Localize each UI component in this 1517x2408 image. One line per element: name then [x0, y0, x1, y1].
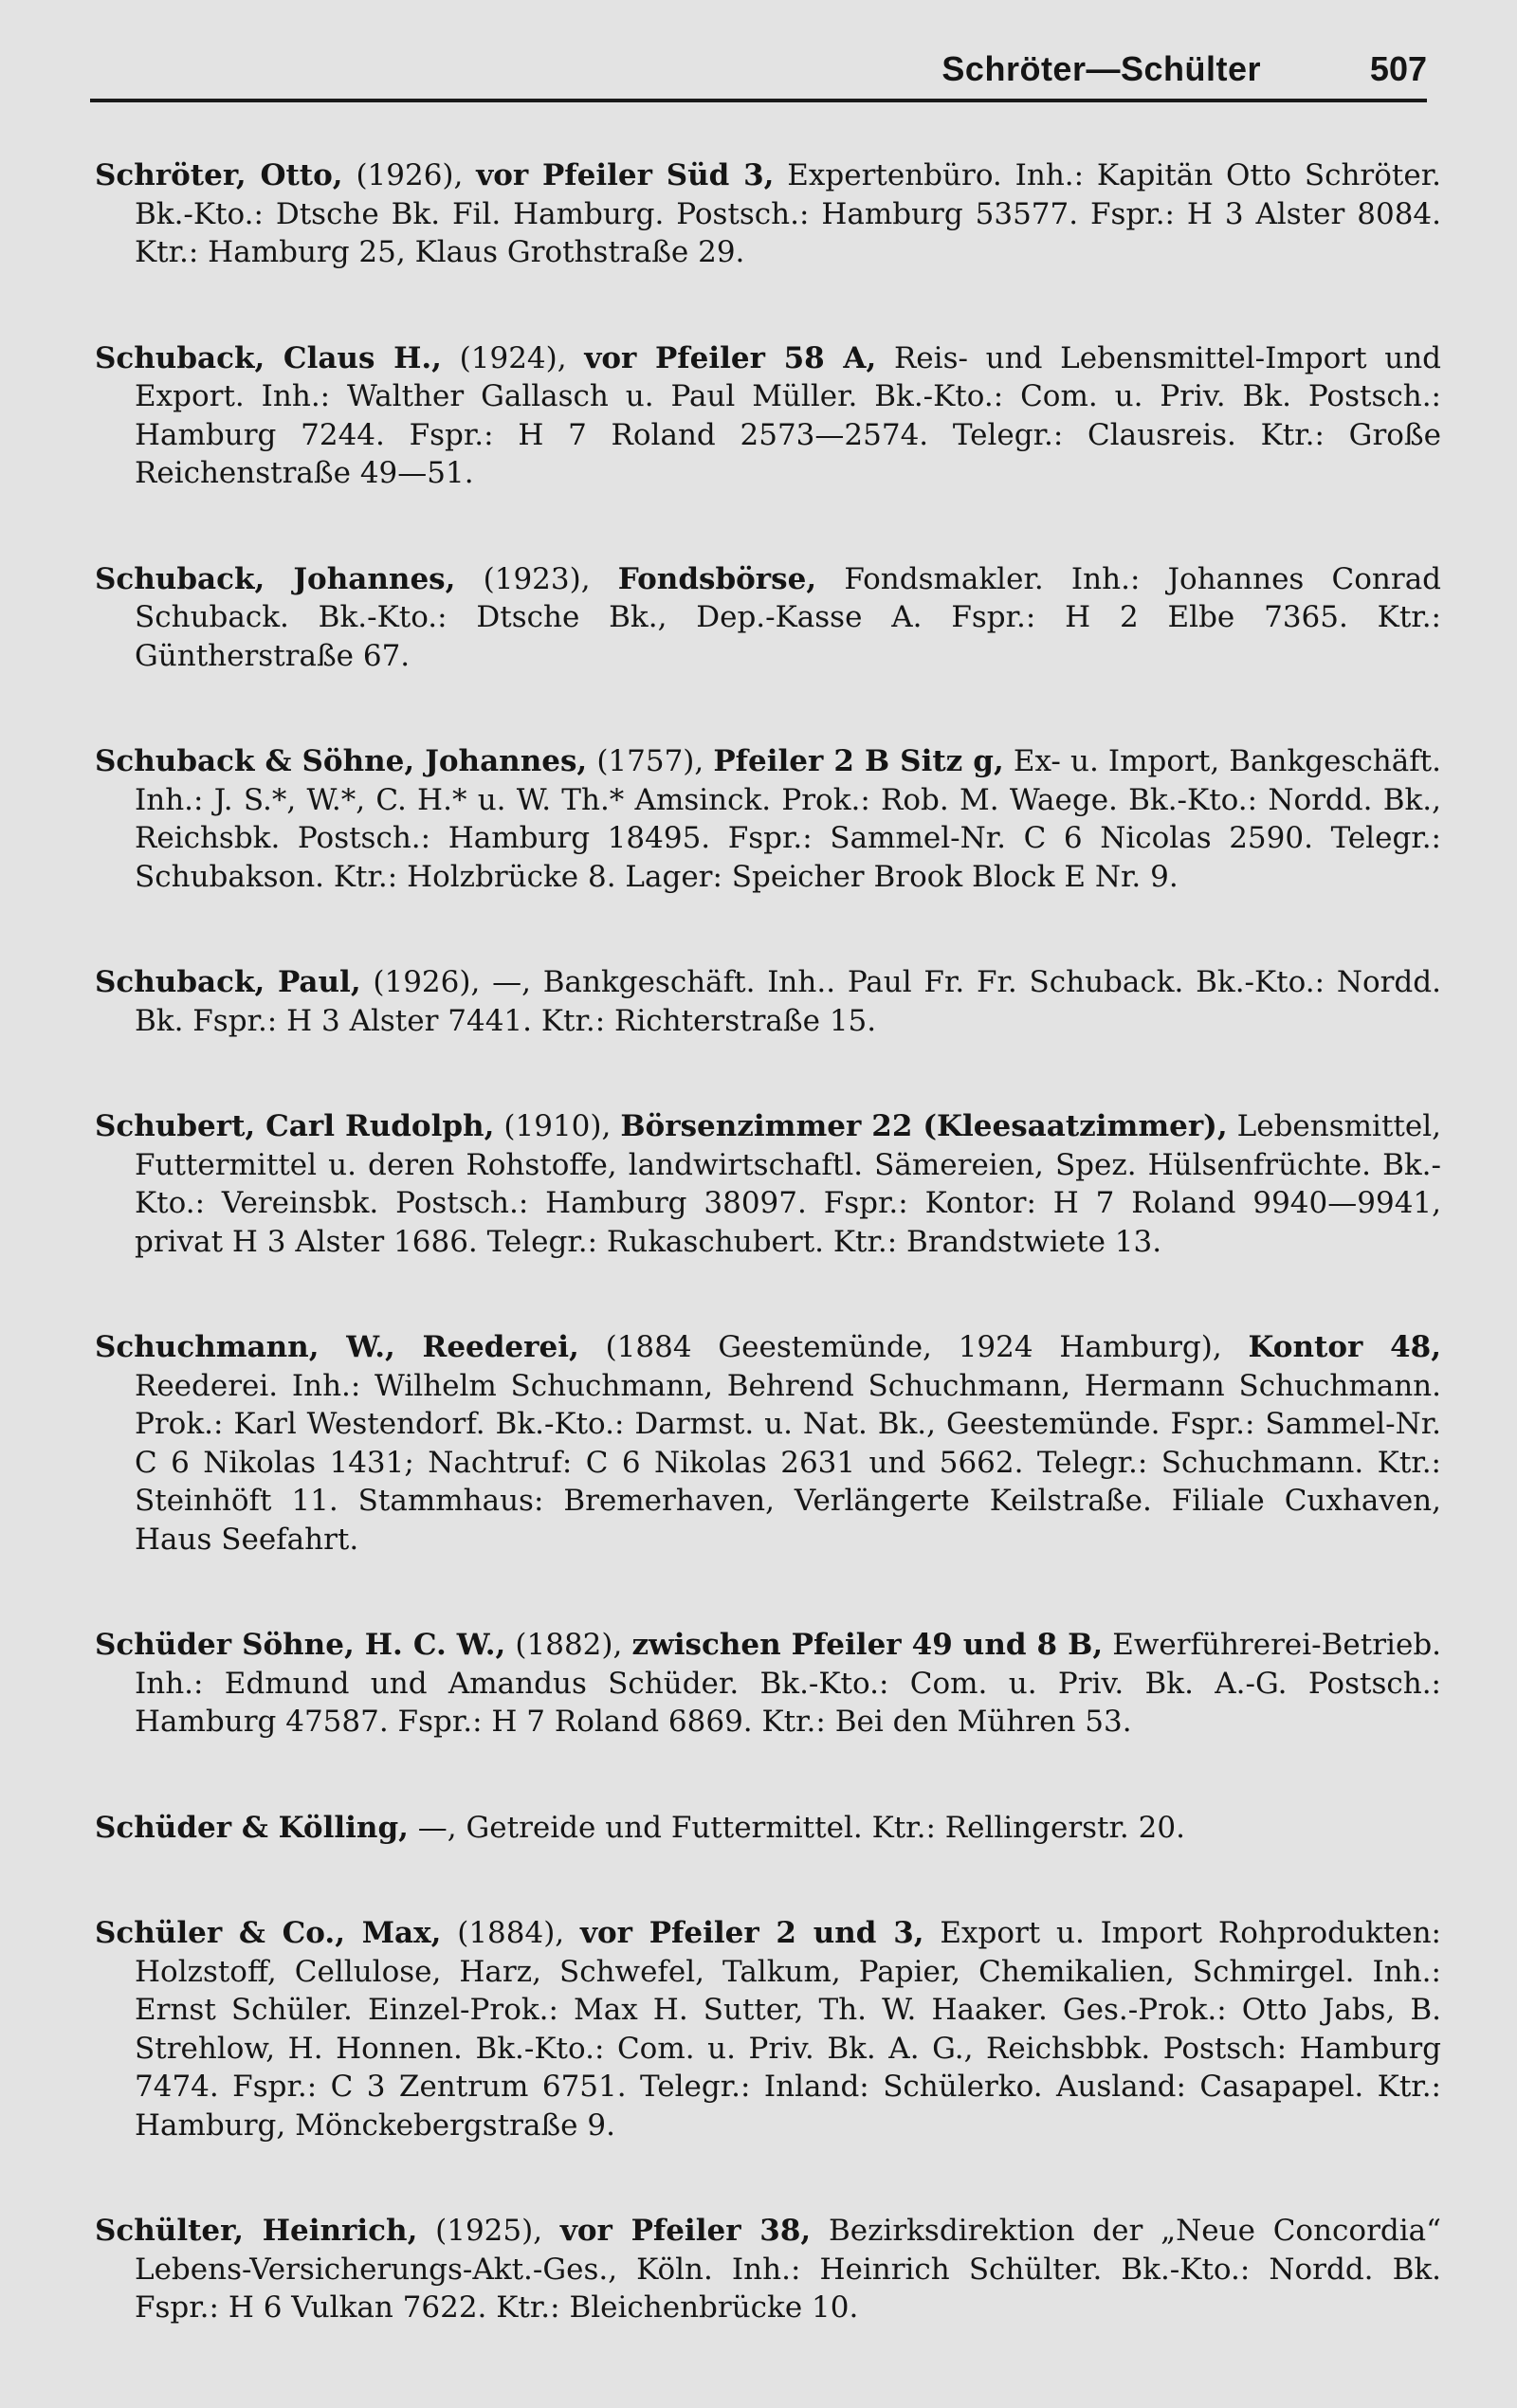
- entry-location: zwischen Pfeiler 49 und 8 B,: [631, 1628, 1104, 1662]
- entry-year: (1926),: [373, 965, 481, 999]
- entry-name: Schuback, Johannes,: [95, 561, 456, 596]
- entry-year: (1923),: [483, 561, 591, 596]
- entry-details: Reederei. Inh.: Wilhelm Schuchmann, Behrend Schuchmann, Hermann Schuchmann. Prok.: Karl Westendorf. Bk.-Kto.: Darmst. u. Nat. Bk., Geestemünde. Fspr.: Sammel-Nr. C 6 Nikolas 1431; Nachtruf: C 6 Nikolas 2631 und 5662. Telegr.: Schuchmann. Ktr.: Steinhöft 11. Stammhaus: Bremerhaven, Verlängerte Keilstraße. Filiale Cuxhaven, Haus Seefahrt.: [135, 1368, 1441, 1557]
- directory-entry: [95, 1809, 1441, 1848]
- entry-name: Schüler & Co., Max,: [95, 1916, 442, 1950]
- entry-location: vor Pfeiler Süd 3,: [476, 158, 775, 192]
- entry-details: Reis- und Lebensmittel-Import und Export. Inh.: Walther Gallasch u. Paul Müller. Bk.-Kto.: Com. u. Priv. Bk. Postsch.: Hamburg 7244. Fspr.: H 7 Roland 2573—2574. Telegr.: Clausreis. Ktr.: Große Reichenstraße 49—51.: [135, 340, 1442, 490]
- entry-details: Lebensmittel, Futtermittel u. deren Rohstoffe, landwirtschaftl. Sämereien, Spez. Hülsenfrüchte. Bk.-Kto.: Vereinsbk. Postsch.: Hamburg 38097. Fspr.: Kontor: H 7 Roland 9940—9941, privat H 3 Alster 1686. Telegr.: Rukaschubert. Ktr.: Brandstwiete 13.: [135, 1109, 1441, 1259]
- entry-name: Schuback, Paul,: [95, 965, 361, 999]
- entry-details: Export u. Import Rohprodukten: Holzstoff, Cellulose, Harz, Schwefel, Talkum, Papier, Chemikalien, Schmirgel. Inh.: Ernst Schüler. Einzel-Prok.: Max H. Sutter, Th. W. Haaker. Ges.-Prok.: Otto Jabs, B. Strehlow, H. Honnen. Bk.-Kto.: Com. u. Priv. Bk. A. G., Reichsbbk. Postsch: Hamburg 7474. Fspr.: C 3 Zentrum 6751. Telegr.: Inland: Schülerko. Ausland: Casapapel. Ktr.: Hamburg, Mönckebergstraße 9.: [135, 1916, 1441, 2143]
- entry-year: (1925),: [435, 2214, 543, 2248]
- entry-year: (1884 Geestemünde, 1924 Hamburg),: [605, 1330, 1222, 1364]
- entry-location: Pfeiler 2 B Sitz g,: [713, 744, 1004, 778]
- entry-location: Börsenzimmer 22 (Kleesaatzimmer),: [620, 1109, 1228, 1143]
- directory-entry: [95, 339, 1441, 493]
- entry-location: vor Pfeiler 38,: [559, 2214, 812, 2248]
- entry-location: Kontor 48,: [1248, 1330, 1442, 1364]
- entry-details: Getreide und Futtermittel. Ktr.: Rellingerstr. 20.: [466, 1810, 1185, 1845]
- entry-year: (1924),: [459, 340, 567, 375]
- directory-entry: [95, 1107, 1441, 1261]
- entry-details: Fondsmakler. Inh.: Johannes Conrad Schuback. Bk.-Kto.: Dtsche Bk., Dep.-Kasse A. Fspr.: H 2 Elbe 7365. Ktr.: Güntherstraße 67.: [135, 561, 1442, 673]
- entry-location: Fondsbörse,: [617, 561, 817, 596]
- entry-year: (1926),: [356, 158, 464, 192]
- directory-entries: [95, 156, 1441, 2327]
- directory-entry: [95, 742, 1441, 896]
- directory-entry: [95, 2212, 1441, 2327]
- directory-entry: [95, 963, 1441, 1040]
- entry-name: Schuback & Söhne, Johannes,: [95, 744, 588, 778]
- entry-location: —,: [417, 1810, 457, 1845]
- entry-details: Expertenbüro. Inh.: Kapitän Otto Schröter. Bk.-Kto.: Dtsche Bk. Fil. Hamburg. Postsch.: Hamburg 53577. Fspr.: H 3 Alster 8084. Ktr.: Hamburg 25, Klaus Grothstraße 29.: [135, 158, 1441, 269]
- directory-entry: [95, 156, 1441, 272]
- entry-name: Schubert, Carl Rudolph,: [95, 1109, 495, 1143]
- entry-details: Ewerführerei-Betrieb. Inh.: Edmund und Amandus Schüder. Bk.-Kto.: Com. u. Priv. Bk. A.-G. Postsch.: Hamburg 47587. Fspr.: H 7 Roland 6869. Ktr.: Bei den Mühren 53.: [135, 1628, 1442, 1739]
- entry-name: Schröter, Otto,: [95, 158, 343, 192]
- entry-location: vor Pfeiler 2 und 3,: [579, 1916, 924, 1950]
- entry-details: Bankgeschäft. Inh.. Paul Fr. Fr. Schuback. Bk.-Kto.: Nordd. Bk. Fspr.: H 3 Alster 7441. Ktr.: Richterstraße 15.: [135, 965, 1441, 1038]
- directory-entry: [95, 560, 1441, 676]
- directory-entry: [95, 1914, 1441, 2144]
- header-rule: [90, 99, 1427, 102]
- running-title: Schröter—Schülter: [941, 49, 1261, 88]
- entry-year: (1910),: [503, 1109, 612, 1143]
- entry-name: Schülter, Heinrich,: [95, 2214, 418, 2248]
- entry-name: Schuback, Claus H.,: [95, 340, 442, 375]
- entry-year: (1757),: [596, 744, 704, 778]
- entry-details: Ex- u. Import, Bankgeschäft. Inh.: J. S.*, W.*, C. H.* u. W. Th.* Amsinck. Prok.: Rob. M. Waege. Bk.-Kto.: Nordd. Bk., Reichsbk. Postsch.: Hamburg 18495. Fspr.: Sammel-Nr. C 6 Nicolas 2590. Telegr.: Schubakson. Ktr.: Holzbrücke 8. Lager: Speicher Brook Block E Nr. 9.: [135, 744, 1441, 894]
- entry-name: Schuchmann, W., Reederei,: [95, 1330, 579, 1364]
- directory-entry: [95, 1328, 1441, 1559]
- directory-entry: [95, 1626, 1441, 1742]
- entry-location: vor Pfeiler 58 A,: [584, 340, 877, 375]
- entry-year: (1884),: [457, 1916, 565, 1950]
- entry-details: Bezirksdirektion der „Neue Concordia“ Lebens-Versicherungs-Akt.-Ges., Köln. Inh.: Heinrich Schülter. Bk.-Kto.: Nordd. Bk. Fspr.: H 6 Vulkan 7622. Ktr.: Bleichenbrücke 10.: [135, 2214, 1441, 2325]
- entry-year: (1882),: [515, 1628, 623, 1662]
- entry-name: Schüder Söhne, H. C. W.,: [95, 1628, 506, 1662]
- page-header: [90, 49, 1427, 97]
- entry-location: —,: [492, 965, 531, 999]
- entry-name: Schüder & Kölling,: [95, 1810, 409, 1845]
- page-number: 507: [1369, 49, 1427, 88]
